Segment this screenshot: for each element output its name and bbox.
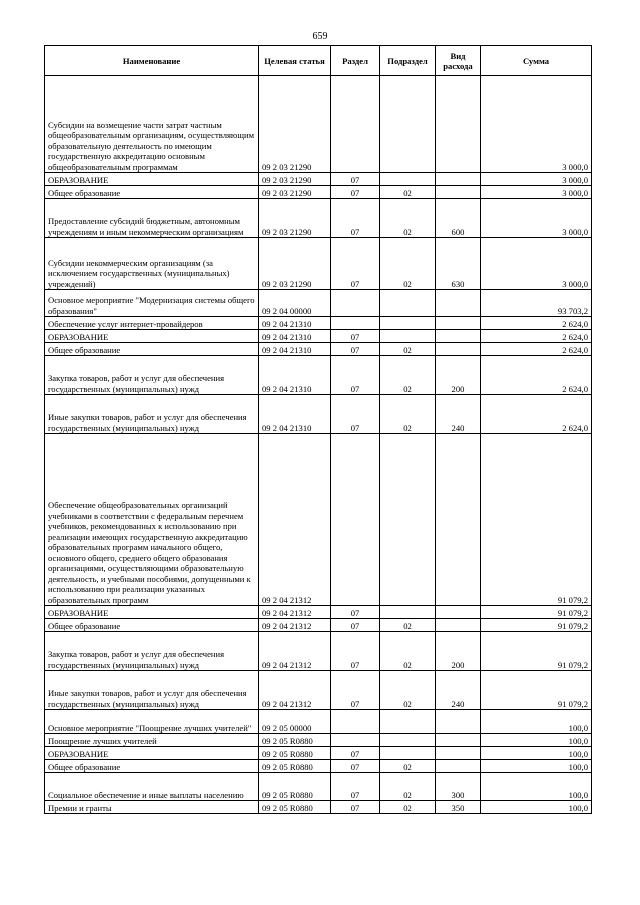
cell-sum: 2 624,0	[481, 343, 592, 356]
cell-target: 09 2 04 21312	[259, 606, 331, 619]
cell-subsection	[380, 734, 436, 747]
cell-section	[331, 710, 380, 734]
cell-name	[45, 606, 259, 619]
cell-target: 09 2 03 21290	[259, 199, 331, 238]
row-name-text: Общее образование	[48, 620, 121, 631]
row-name-text: Субсидии на возмещение части затрат частным общеобразовательным организациям, осуществляющим образовательную деятельность по имеющим государственную аккредитацию основным общеобразовательным программам	[48, 119, 255, 172]
cell-name	[45, 238, 259, 290]
cell-name	[45, 356, 259, 395]
cell-target: 09 2 05 R0880	[259, 773, 331, 801]
cell-subsection	[380, 710, 436, 734]
cell-expense-type	[436, 173, 481, 186]
cell-expense-type	[436, 330, 481, 343]
cell-name	[45, 76, 259, 173]
cell-name	[45, 671, 259, 710]
cell-sum: 3 000,0	[481, 238, 592, 290]
header-sum: Сумма	[481, 46, 592, 76]
cell-expense-type	[436, 434, 481, 606]
cell-name	[45, 632, 259, 671]
cell-section: 07	[331, 173, 380, 186]
cell-subsection: 02	[380, 760, 436, 773]
cell-section	[331, 434, 380, 606]
cell-subsection	[380, 317, 436, 330]
table-row	[45, 801, 592, 814]
header-row	[45, 46, 592, 76]
cell-subsection: 02	[380, 671, 436, 710]
table-row	[45, 606, 592, 619]
cell-sum: 2 624,0	[481, 330, 592, 343]
cell-expense-type	[436, 734, 481, 747]
table-row	[45, 773, 592, 801]
cell-target: 09 2 05 R0880	[259, 747, 331, 760]
cell-name	[45, 747, 259, 760]
header-name: Наименование	[45, 46, 259, 76]
cell-sum: 3 000,0	[481, 173, 592, 186]
cell-sum: 91 079,2	[481, 671, 592, 710]
row-name-text: ОБРАЗОВАНИЕ	[48, 331, 109, 342]
cell-target: 09 2 05 R0880	[259, 801, 331, 814]
cell-sum: 91 079,2	[481, 632, 592, 671]
cell-target: 09 2 04 21312	[259, 671, 331, 710]
cell-subsection	[380, 330, 436, 343]
cell-sum: 2 624,0	[481, 356, 592, 395]
cell-section: 07	[331, 343, 380, 356]
cell-section: 07	[331, 801, 380, 814]
cell-sum: 2 624,0	[481, 395, 592, 434]
cell-target: 09 2 03 21290	[259, 186, 331, 199]
cell-expense-type	[436, 760, 481, 773]
cell-expense-type: 240	[436, 671, 481, 710]
cell-name	[45, 619, 259, 632]
row-name-text: ОБРАЗОВАНИЕ	[48, 748, 109, 759]
cell-name	[45, 290, 259, 317]
cell-sum: 100,0	[481, 734, 592, 747]
cell-section: 07	[331, 238, 380, 290]
cell-section	[331, 734, 380, 747]
cell-section: 07	[331, 671, 380, 710]
cell-section: 07	[331, 395, 380, 434]
cell-subsection: 02	[380, 199, 436, 238]
row-name-text: Закупка товаров, работ и услуг для обеспечения государственных (муниципальных) нужд	[48, 649, 225, 670]
table-row	[45, 734, 592, 747]
row-name-text: ОБРАЗОВАНИЕ	[48, 174, 109, 185]
row-name-text: Социальное обеспечение и иные выплаты населению	[48, 789, 244, 800]
cell-expense-type: 350	[436, 801, 481, 814]
table-row	[45, 76, 592, 173]
cell-sum: 3 000,0	[481, 199, 592, 238]
cell-expense-type	[436, 747, 481, 760]
table-body	[45, 76, 592, 814]
cell-expense-type	[436, 290, 481, 317]
cell-sum: 3 000,0	[481, 186, 592, 199]
cell-target: 09 2 03 21290	[259, 238, 331, 290]
cell-sum: 93 703,2	[481, 290, 592, 317]
cell-subsection: 02	[380, 238, 436, 290]
cell-section: 07	[331, 632, 380, 671]
cell-sum: 100,0	[481, 801, 592, 814]
header-expense-type: Вид расхода	[436, 46, 481, 76]
table-row	[45, 317, 592, 330]
table-row	[45, 356, 592, 395]
header-section: Раздел	[331, 46, 380, 76]
cell-sum: 100,0	[481, 773, 592, 801]
table-row	[45, 290, 592, 317]
cell-sum: 100,0	[481, 710, 592, 734]
row-name-text: Общее образование	[48, 761, 121, 772]
cell-section: 07	[331, 186, 380, 199]
cell-sum: 100,0	[481, 747, 592, 760]
cell-target: 09 2 05 00000	[259, 710, 331, 734]
cell-expense-type: 630	[436, 238, 481, 290]
cell-subsection: 02	[380, 186, 436, 199]
cell-expense-type	[436, 343, 481, 356]
cell-sum: 91 079,2	[481, 606, 592, 619]
cell-subsection: 02	[380, 356, 436, 395]
cell-section: 07	[331, 773, 380, 801]
cell-subsection	[380, 434, 436, 606]
cell-subsection	[380, 606, 436, 619]
cell-target: 09 2 04 21310	[259, 343, 331, 356]
cell-name	[45, 773, 259, 801]
cell-section: 07	[331, 330, 380, 343]
cell-section	[331, 317, 380, 330]
cell-section: 07	[331, 356, 380, 395]
cell-name	[45, 199, 259, 238]
cell-subsection	[380, 290, 436, 317]
cell-subsection: 02	[380, 773, 436, 801]
cell-section: 07	[331, 606, 380, 619]
cell-section	[331, 290, 380, 317]
cell-subsection: 02	[380, 619, 436, 632]
cell-name	[45, 734, 259, 747]
cell-expense-type: 200	[436, 632, 481, 671]
cell-subsection: 02	[380, 343, 436, 356]
header-subsection: Подраздел	[380, 46, 436, 76]
cell-expense-type	[436, 186, 481, 199]
table-row	[45, 434, 592, 606]
cell-name	[45, 801, 259, 814]
cell-expense-type	[436, 619, 481, 632]
cell-name	[45, 330, 259, 343]
cell-section	[331, 76, 380, 173]
cell-section: 07	[331, 760, 380, 773]
row-name-text: Премии и гранты	[48, 802, 112, 813]
cell-target: 09 2 05 R0880	[259, 734, 331, 747]
cell-subsection	[380, 76, 436, 173]
cell-expense-type	[436, 317, 481, 330]
table-row	[45, 671, 592, 710]
cell-target: 09 2 04 21310	[259, 317, 331, 330]
row-name-text: Общее образование	[48, 344, 121, 355]
cell-target: 09 2 03 21290	[259, 173, 331, 186]
page-number: 659	[312, 31, 328, 42]
cell-name	[45, 395, 259, 434]
cell-target: 09 2 03 21290	[259, 76, 331, 173]
row-name-text: Поощрение лучших учителей	[48, 735, 157, 746]
cell-expense-type	[436, 710, 481, 734]
cell-target: 09 2 04 21310	[259, 395, 331, 434]
row-name-text: Основное мероприятие "Поощрение лучших учителей"	[48, 722, 252, 733]
table-row	[45, 710, 592, 734]
budget-table	[44, 45, 592, 814]
table-row	[45, 330, 592, 343]
table-row	[45, 186, 592, 199]
cell-expense-type: 200	[436, 356, 481, 395]
cell-target: 09 2 04 00000	[259, 290, 331, 317]
cell-expense-type: 600	[436, 199, 481, 238]
row-name-text: Основное мероприятие "Модернизация системы общего образования"	[48, 295, 255, 316]
table-row	[45, 760, 592, 773]
cell-sum: 91 079,2	[481, 434, 592, 606]
cell-sum: 100,0	[481, 760, 592, 773]
row-name-text: Субсидии некоммерческим организациям (за исключением государственных (муниципальных) учреждений)	[48, 257, 230, 289]
cell-expense-type: 240	[436, 395, 481, 434]
cell-name	[45, 434, 259, 606]
row-name-text: ОБРАЗОВАНИЕ	[48, 607, 109, 618]
table-row	[45, 747, 592, 760]
table-row	[45, 199, 592, 238]
table-row	[45, 395, 592, 434]
cell-expense-type: 300	[436, 773, 481, 801]
table-row	[45, 343, 592, 356]
row-name-text: Обеспечение общеобразовательных организаций учебниками в соответствии с федеральным перечнем учебников, рекомендованных к использованию при реализации имеющих государственную аккредитацию образовательных программ начального общего, основного общего, среднего общего образования организациями, осуществляющими образовательную деятельность, и учебными пособиями, допущенными к использованию при реализации указанных образовательных программ	[48, 500, 251, 605]
cell-name	[45, 173, 259, 186]
cell-sum: 91 079,2	[481, 619, 592, 632]
cell-subsection: 02	[380, 801, 436, 814]
cell-sum: 2 624,0	[481, 317, 592, 330]
cell-target: 09 2 04 21312	[259, 632, 331, 671]
row-name-text: Иные закупки товаров, работ и услуг для обеспечения государственных (муниципальных) нужд	[48, 412, 247, 433]
row-name-text: Обеспечение услуг интернет-провайдеров	[48, 318, 203, 329]
header-target: Целевая статья	[259, 46, 331, 76]
cell-target: 09 2 04 21310	[259, 330, 331, 343]
row-name-text: Закупка товаров, работ и услуг для обеспечения государственных (муниципальных) нужд	[48, 373, 225, 394]
cell-name	[45, 710, 259, 734]
cell-section: 07	[331, 747, 380, 760]
cell-target: 09 2 05 R0880	[259, 760, 331, 773]
table-row	[45, 238, 592, 290]
cell-name	[45, 317, 259, 330]
cell-subsection: 02	[380, 632, 436, 671]
cell-subsection	[380, 747, 436, 760]
table-row	[45, 173, 592, 186]
row-name-text: Иные закупки товаров, работ и услуг для обеспечения государственных (муниципальных) нужд	[48, 688, 247, 709]
cell-target: 09 2 04 21312	[259, 619, 331, 632]
row-name-text: Предоставление субсидий бюджетным, автономным учреждениям и иным некоммерческим организациям	[48, 216, 244, 237]
cell-name	[45, 760, 259, 773]
cell-expense-type	[436, 76, 481, 173]
cell-subsection	[380, 173, 436, 186]
cell-sum: 3 000,0	[481, 76, 592, 173]
table-row	[45, 619, 592, 632]
cell-subsection: 02	[380, 395, 436, 434]
cell-target: 09 2 04 21310	[259, 356, 331, 395]
cell-name	[45, 186, 259, 199]
cell-expense-type	[436, 606, 481, 619]
row-name-text: Общее образование	[48, 187, 121, 198]
cell-section: 07	[331, 619, 380, 632]
cell-section: 07	[331, 199, 380, 238]
table-row	[45, 632, 592, 671]
cell-target: 09 2 04 21312	[259, 434, 331, 606]
cell-name	[45, 343, 259, 356]
